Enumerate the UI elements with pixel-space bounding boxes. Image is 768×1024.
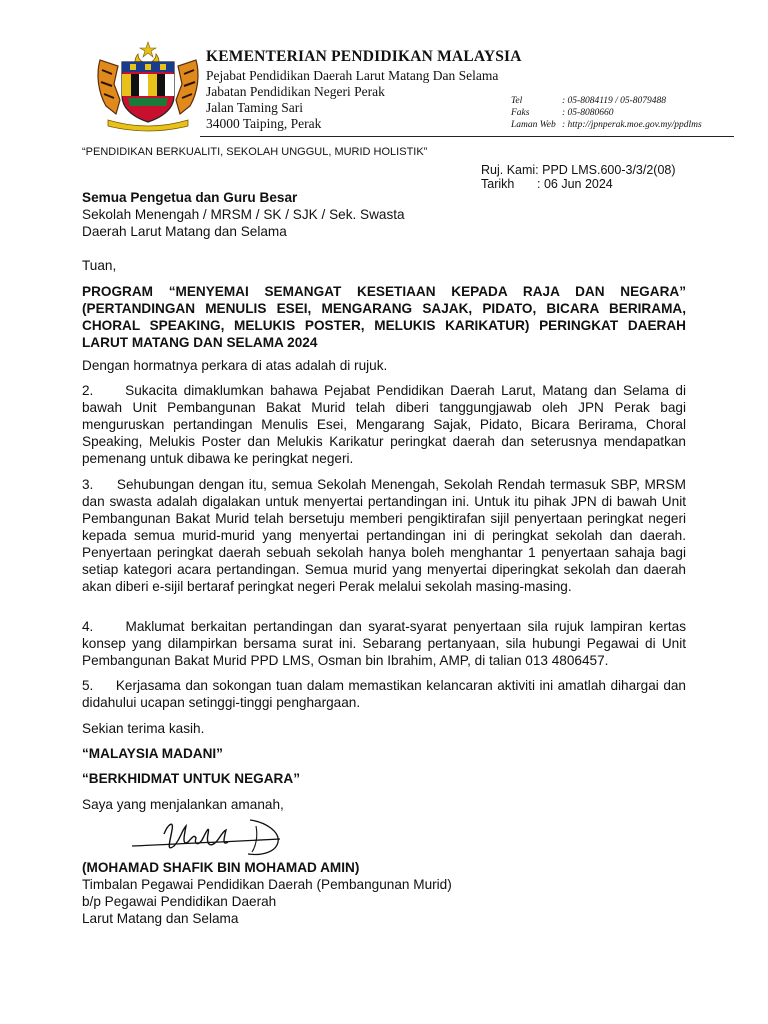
salutation: Tuan, <box>82 258 117 273</box>
contact-label: Faks <box>511 108 530 118</box>
slogan-berkhidmat: “BERKHIDMAT UNTUK NEGARA” <box>82 771 300 786</box>
org-title: KEMENTERIAN PENDIDIKAN MALAYSIA <box>206 48 522 65</box>
date-label: Tarikh <box>481 177 515 191</box>
recipient-line: Sekolah Menengah / MRSM / SK / SJK / Sek. Swasta <box>82 207 405 222</box>
signatory-name: (MOHAMAD SHAFIK BIN MOHAMAD AMIN) <box>82 860 360 875</box>
contact-label: Laman Web <box>511 120 556 130</box>
address-line: Pejabat Pendidikan Daerah Larut Matang Dan Selama <box>206 68 499 83</box>
paragraph-3: 3. Sehubungan dengan itu, semua Sekolah Menengah, Sekolah Rendah termasuk SBP, MRSM dan swasta adalah digalakan untuk menyertai pertandingan ini. Untuk itu pihak JPN di bawah Unit Pembangunan Bakat Murid telah bersetuju memberi pengiktirafan sijil penyertaan peringkat negeri kepada semua murid-murid yang menyertai pertandingan ini di peringkat sekolah dan daerah. Penyertaan peringkat daerah sebuah sekolah hanya boleh menghantar 1 penyertaan sahaja bagi setiap kategori acara pertandingan. Semua murid yang menyertai diperingkat sekolah dan daerah akan diberi e-sijil bertaraf peringkat negeri Perak melalui sekolah masing-masing. <box>82 477 686 594</box>
address-line: Jabatan Pendidikan Negeri Perak <box>206 84 385 99</box>
recipient-line: Daerah Larut Matang dan Selama <box>82 224 287 239</box>
intro-paragraph: Dengan hormatnya perkara di atas adalah di rujuk. <box>82 358 388 373</box>
slogan-malaysia-madani: “MALAYSIA MADANI” <box>82 746 223 761</box>
address-line: Jalan Taming Sari <box>206 100 304 115</box>
address-line: 34000 Taiping, Perak <box>206 116 322 131</box>
signatory-title: Larut Matang dan Selama <box>82 911 239 926</box>
motto: “PENDIDIKAN BERKUALITI, SEKOLAH UNGGUL, MURID HOLISTIK” <box>82 146 428 158</box>
website-link[interactable]: : http://jpnperak.moe.gov.my/ppdlms <box>562 120 702 130</box>
date-value: : 06 Jun 2024 <box>537 177 613 191</box>
recipient-line: Semua Pengetua dan Guru Besar <box>82 190 298 205</box>
signatory-title: Timbalan Pegawai Pendidikan Daerah (Pembangunan Murid) <box>82 877 452 892</box>
contact-value: : 05-8084119 / 05-8079488 <box>562 96 667 106</box>
handwritten-signature <box>130 812 300 862</box>
signatory-title: b/p Pegawai Pendidikan Daerah <box>82 894 277 909</box>
header-divider <box>200 136 734 137</box>
contact-value: : 05-8080660 <box>562 108 614 118</box>
paragraph-2: 2. Sukacita dimaklumkan bahawa Pejabat Pendidikan Daerah Larut, Matang dan Selama di bawah Unit Pembangunan Bakat Murid telah diberi tanggungjawab oleh JPN Perak bagi menguruskan pertandingan Menulis Esei, Mengarang Sajak, Pidato, Bicara Berirama, Choral Speaking, Melukis Poster dan Melukis Karikatur peringkat daerah dan seterusnya mendapatkan pemenang untuk dibawa ke peringkat negeri. <box>82 383 686 466</box>
paragraph-4: 4. Maklumat berkaitan pertandingan dan syarat-syarat penyertaan sila rujuk lampiran kertas konsep yang dilampirkan bersama surat ini. Sebarang pertanyaan, sila hubungi Pegawai di Unit Pembangunan Bakat Murid PPD LMS, Osman bin Ibrahim, AMP, di talian 013 4806457. <box>82 619 686 668</box>
subject-heading: PROGRAM “MENYEMAI SEMANGAT KESETIAAN KEPADA RAJA DAN NEGARA” (PERTANDINGAN MENULIS ESEI, MENGARANG SAJAK, PIDATO, BICARA BERIRAMA, CHORAL SPEAKING, MELUKIS POSTER, MELUKIS KARIKATUR) PERINGKAT DAERAH LARUT MATANG DAN SELAMA 2024 <box>82 284 686 350</box>
paragraph-5: 5. Kerjasama dan sokongan tuan dalam memastikan kelancaran aktiviti ini amatlah dihargai dan didahului ucapan setinggi-tinggi penghargaan. <box>82 678 686 710</box>
malaysia-coat-of-arms <box>94 40 202 132</box>
sign-off: Saya yang menjalankan amanah, <box>82 797 284 812</box>
closing: Sekian terima kasih. <box>82 721 205 736</box>
contact-label: Tel <box>511 96 523 106</box>
reference-number: Ruj. Kami: PPD LMS.600-3/3/2(08) <box>481 163 676 177</box>
